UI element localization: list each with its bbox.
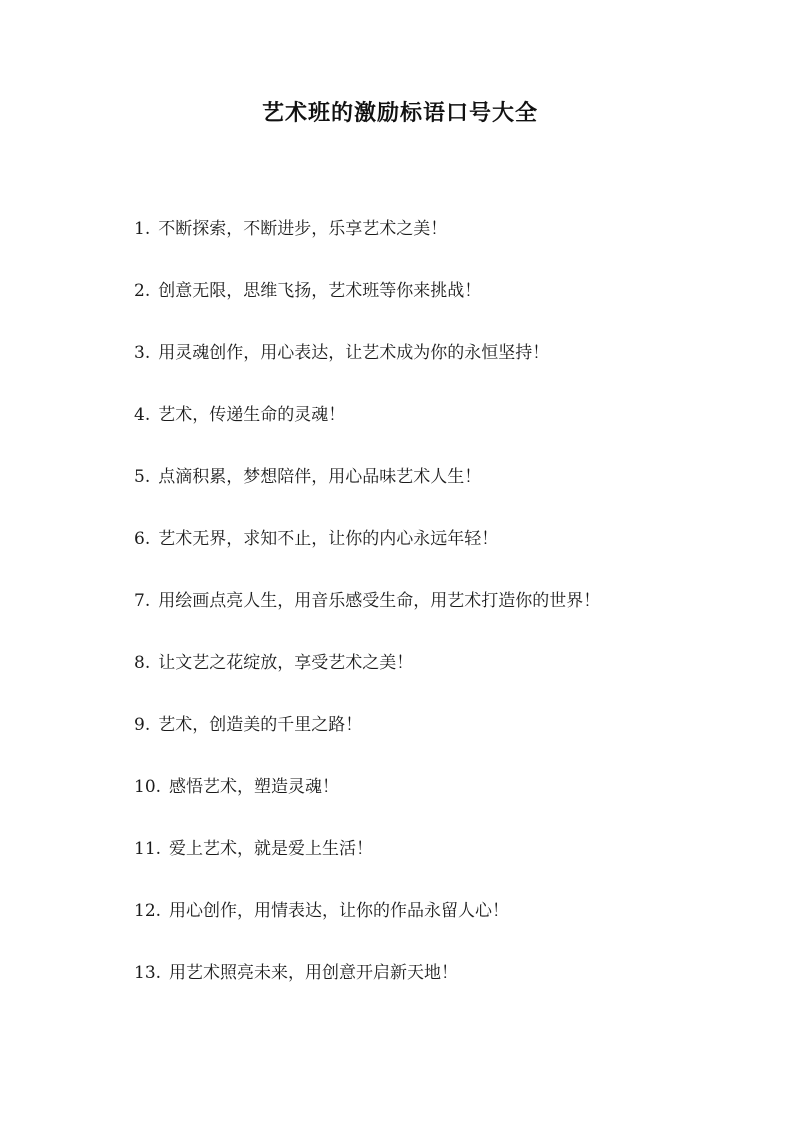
item-text: 用绘画点亮人生，用音乐感受生命，用艺术打造你的世界！ xyxy=(158,591,601,611)
item-text: 用艺术照亮未来，用创意开启新天地！ xyxy=(169,963,459,983)
list-item xyxy=(134,404,754,466)
item-number: 12. xyxy=(134,901,162,921)
item-text: 艺术无界，求知不止，让你的内心永远年轻！ xyxy=(158,529,499,549)
item-number: 7. xyxy=(134,591,151,611)
list-item xyxy=(134,962,754,1024)
item-text: 艺术，创造美的千里之路！ xyxy=(158,715,363,735)
item-text: 爱上艺术，就是爱上生活！ xyxy=(169,839,374,859)
slogan-list xyxy=(134,218,754,1024)
item-number: 9. xyxy=(134,715,151,735)
item-text: 创意无限，思维飞扬，艺术班等你来挑战！ xyxy=(158,281,482,301)
list-item xyxy=(134,714,754,776)
item-text: 艺术，传递生命的灵魂！ xyxy=(158,405,346,425)
item-number: 4. xyxy=(134,405,151,425)
item-text: 点滴积累，梦想陪伴，用心品味艺术人生！ xyxy=(158,467,482,487)
list-item xyxy=(134,776,754,838)
list-item xyxy=(134,528,754,590)
list-item xyxy=(134,900,754,962)
list-item xyxy=(134,466,754,528)
item-number: 5. xyxy=(134,467,151,487)
list-item xyxy=(134,342,754,404)
list-item xyxy=(134,652,754,714)
item-number: 8. xyxy=(134,653,151,673)
list-item xyxy=(134,218,754,280)
item-number: 10. xyxy=(134,777,162,797)
item-number: 1. xyxy=(134,219,151,239)
item-number: 11. xyxy=(134,839,162,859)
item-number: 13. xyxy=(134,963,162,983)
item-number: 2. xyxy=(134,281,151,301)
list-item xyxy=(134,838,754,900)
item-text: 感悟艺术，塑造灵魂！ xyxy=(169,777,340,797)
item-text: 让文艺之花绽放，享受艺术之美！ xyxy=(158,653,414,673)
item-number: 3. xyxy=(134,343,151,363)
item-text: 用心创作，用情表达，让你的作品永留人心！ xyxy=(169,901,510,921)
item-text: 不断探索，不断进步，乐享艺术之美！ xyxy=(158,219,448,239)
document-title: 艺术班的激励标语口号大全 xyxy=(261,100,538,126)
list-item xyxy=(134,280,754,342)
list-item xyxy=(134,590,754,652)
item-text: 用灵魂创作，用心表达，让艺术成为你的永恒坚持！ xyxy=(158,343,550,363)
item-number: 6. xyxy=(134,529,151,549)
